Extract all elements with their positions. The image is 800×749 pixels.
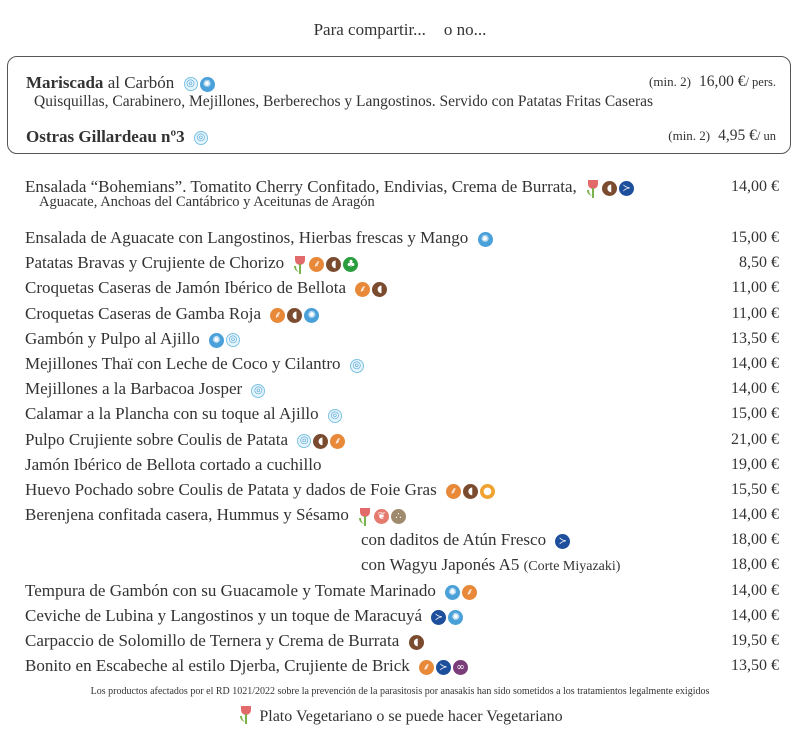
item-name: Croquetas Caseras de Jamón Ibérico de Bellota bbox=[25, 278, 347, 298]
item-unit: / un bbox=[756, 129, 776, 143]
menu-item bbox=[25, 275, 779, 300]
fish-icon: ≻ bbox=[436, 660, 451, 675]
menu-item bbox=[25, 326, 779, 351]
menu-item bbox=[25, 578, 779, 603]
allergen-icons bbox=[417, 654, 468, 679]
mollusc-icon: ◎ bbox=[328, 409, 342, 423]
item-name: Mejillones a la Barbacoa Josper bbox=[25, 379, 243, 399]
item-name: Patatas Bravas y Crujiente de Chorizo bbox=[25, 253, 285, 273]
milk-icon: ◖ bbox=[463, 484, 478, 499]
item-name: Calamar a la Plancha con su toque al Ajillo bbox=[25, 404, 319, 424]
allergen-icons bbox=[268, 301, 319, 326]
item-min: (min. 2) bbox=[668, 128, 711, 143]
mollusc-icon: ◎ bbox=[194, 131, 208, 145]
egg-icon: ● bbox=[480, 484, 495, 499]
mollusc-icon: ◎ bbox=[226, 333, 240, 347]
allergen-icons bbox=[353, 276, 387, 301]
item-unit: / pers. bbox=[745, 75, 776, 89]
mollusc-icon: ◎ bbox=[297, 434, 311, 448]
milk-icon: ◖ bbox=[287, 308, 302, 323]
item-name: Gambón y Pulpo al Ajillo bbox=[25, 328, 200, 348]
item-price: 18,00 € bbox=[731, 556, 779, 574]
item-price: 21,00 € bbox=[731, 430, 779, 448]
section-title-right: o no... bbox=[443, 20, 487, 39]
item-name: Huevo Pochado sobre Coulis de Patata y dados de Foie Gras bbox=[25, 479, 437, 499]
gluten-icon: ⸙ bbox=[270, 308, 285, 323]
fish-icon: ≻ bbox=[619, 181, 634, 196]
sesame-icon: ∴ bbox=[391, 509, 406, 524]
featured-item-description: Quisquillas, Carabinero, Mejillones, Berberechos y Langostinos. Servido con Patatas Fritas Caseras bbox=[34, 93, 654, 110]
legend bbox=[0, 708, 800, 726]
gluten-icon: ⸙ bbox=[446, 484, 461, 499]
allergen-icons bbox=[443, 578, 477, 603]
allergen-icons bbox=[429, 603, 463, 628]
menu-item bbox=[25, 653, 779, 678]
item-price: 14,00 € bbox=[731, 581, 779, 599]
item-min: (min. 2) bbox=[649, 74, 691, 89]
nuts-icon: ♣ bbox=[343, 257, 358, 272]
allergen-icons bbox=[476, 225, 493, 250]
menu-item bbox=[25, 452, 779, 477]
shellfish-icon: ✺ bbox=[200, 77, 215, 92]
milk-icon: ◖ bbox=[372, 282, 387, 297]
item-price-block bbox=[649, 73, 776, 91]
item-price: 15,00 € bbox=[731, 229, 779, 246]
menu-item bbox=[25, 376, 779, 401]
vegetarian-tulip-icon bbox=[358, 508, 372, 526]
item-price: 11,00 € bbox=[731, 304, 779, 322]
item-price: 19,00 € bbox=[731, 455, 779, 473]
item-name-bold: Ostras Gillardeau nº3 bbox=[26, 127, 185, 146]
fish-icon: ≻ bbox=[431, 610, 446, 625]
gluten-icon: ⸙ bbox=[330, 434, 345, 449]
item-price: 15,00 € bbox=[731, 405, 779, 423]
item-price: 11,00 € bbox=[731, 279, 779, 297]
gluten-icon: ⸙ bbox=[419, 660, 434, 675]
allergen-icons bbox=[407, 628, 424, 653]
shellfish-icon: ✺ bbox=[209, 333, 224, 348]
item-name: con daditos de Atún Fresco bbox=[361, 530, 547, 550]
vegetarian-tulip-icon bbox=[239, 706, 253, 724]
footnote: Los productos afectados por el RD 1021/2022 sobre la prevención de la parasitosis por anasakis han sido sometidos a los tratamientos legalmente exigidos bbox=[90, 686, 710, 697]
item-name: Berenjena confitada casera, Hummus y Sésamo bbox=[25, 505, 349, 525]
item-name: Ceviche de Lubina y Langostinos y un toque de Maracuyá bbox=[25, 605, 423, 625]
menu-item bbox=[25, 628, 779, 653]
item-price: 14,00 € bbox=[731, 606, 779, 624]
menu-item bbox=[25, 401, 779, 426]
item-name-bold: Mariscada bbox=[26, 73, 104, 92]
item-price: 16,00 € bbox=[698, 73, 746, 90]
featured-item-mariscada bbox=[26, 73, 776, 94]
milk-icon: ◖ bbox=[409, 635, 424, 650]
item-name: Ensalada “Bohemians”. Tomatito Cherry Confitado, Endivias, Crema de Burrata, bbox=[25, 177, 577, 196]
allergen-icons bbox=[348, 351, 364, 376]
allergen-icons bbox=[356, 503, 406, 528]
menu-item bbox=[25, 502, 779, 527]
menu-item bbox=[25, 477, 779, 502]
allergen-icons bbox=[444, 477, 495, 502]
shellfish-icon: ✺ bbox=[478, 232, 493, 247]
menu-item bbox=[25, 174, 779, 225]
item-name: Bonito en Escabeche al estilo Djerba, Crujiente de Brick bbox=[25, 656, 410, 676]
item-price: 15,50 € bbox=[731, 480, 779, 498]
featured-box bbox=[7, 56, 791, 154]
menu-item bbox=[25, 552, 779, 577]
item-price-block bbox=[668, 127, 776, 145]
mollusc-icon: ◎ bbox=[350, 359, 364, 373]
item-name: Mejillones Thaï con Leche de Coco y Cilantro bbox=[25, 353, 341, 373]
item-price: 13,50 € bbox=[731, 657, 779, 675]
shellfish-icon: ✺ bbox=[304, 308, 319, 323]
menu-item bbox=[25, 427, 779, 452]
menu-item bbox=[25, 603, 779, 628]
allergen-icons bbox=[207, 326, 240, 351]
menu-item bbox=[25, 225, 779, 250]
vegetarian-tulip-icon bbox=[586, 180, 600, 198]
item-price: 13,50 € bbox=[731, 329, 779, 347]
allergen-icons bbox=[295, 427, 345, 452]
item-price: 8,50 € bbox=[739, 254, 779, 272]
item-name: con Wagyu Japonés A5 bbox=[361, 555, 520, 575]
allergen-icons bbox=[584, 174, 634, 199]
item-name: Pulpo Crujiente sobre Coulis de Patata bbox=[25, 429, 288, 449]
menu-list bbox=[25, 174, 779, 678]
gluten-icon: ⸙ bbox=[462, 585, 477, 600]
item-note: (Corte Miyazaki) bbox=[523, 559, 621, 575]
menu-item bbox=[25, 527, 779, 552]
item-name: Croquetas Caseras de Gamba Roja bbox=[25, 303, 262, 323]
allergen-icons bbox=[192, 127, 208, 147]
milk-icon: ◖ bbox=[313, 434, 328, 449]
item-name-rest: al Carbón bbox=[103, 73, 175, 92]
item-name: Tempura de Gambón con su Guacamole y Tomate Marinado bbox=[25, 580, 436, 600]
featured-item-ostras bbox=[26, 127, 776, 148]
menu-item bbox=[25, 250, 779, 275]
fish-icon: ≻ bbox=[555, 534, 570, 549]
item-price: 14,00 € bbox=[731, 354, 779, 372]
section-title-left: Para compartir... bbox=[313, 20, 426, 39]
item-name: Jamón Ibérico de Bellota cortado a cuchillo bbox=[25, 454, 322, 474]
allergen-icons bbox=[182, 73, 215, 93]
legend-text: Plato Vegetariano o se puede hacer Vegetariano bbox=[259, 708, 563, 725]
sulphites-icon: ∞ bbox=[453, 660, 468, 675]
allergen-icons bbox=[553, 528, 570, 553]
milk-icon: ◖ bbox=[602, 181, 617, 196]
item-price: 14,00 € bbox=[731, 380, 779, 398]
gluten-icon: ⸙ bbox=[355, 282, 370, 297]
mollusc-icon: ◎ bbox=[251, 384, 265, 398]
item-price: 4,95 € bbox=[718, 127, 757, 144]
section-title bbox=[0, 20, 800, 40]
item-name: Ensalada de Aguacate con Langostinos, Hierbas frescas y Mango bbox=[25, 228, 469, 247]
item-name: Carpaccio de Solomillo de Ternera y Crema de Burrata bbox=[25, 631, 400, 650]
shellfish-icon: ✺ bbox=[445, 585, 460, 600]
item-price: 18,00 € bbox=[731, 531, 779, 549]
shellfish-icon: ✺ bbox=[448, 610, 463, 625]
allergen-icons bbox=[326, 402, 342, 427]
milk-icon: ◖ bbox=[326, 257, 341, 272]
item-price: 14,00 € bbox=[731, 506, 779, 524]
allergen-icons bbox=[291, 251, 358, 276]
vegetarian-tulip-icon bbox=[293, 256, 307, 274]
mollusc-icon: ◎ bbox=[184, 77, 198, 91]
item-price: 14,00 € bbox=[731, 178, 779, 195]
item-price: 19,50 € bbox=[731, 632, 779, 649]
allergen-icons bbox=[249, 377, 265, 402]
celery-icon: ❦ bbox=[374, 509, 389, 524]
menu-item bbox=[25, 351, 779, 376]
item-description: Aguacate, Anchoas del Cantábrico y Aceitunas de Aragón bbox=[39, 194, 375, 210]
menu-item bbox=[25, 301, 779, 326]
gluten-icon: ⸙ bbox=[309, 257, 324, 272]
